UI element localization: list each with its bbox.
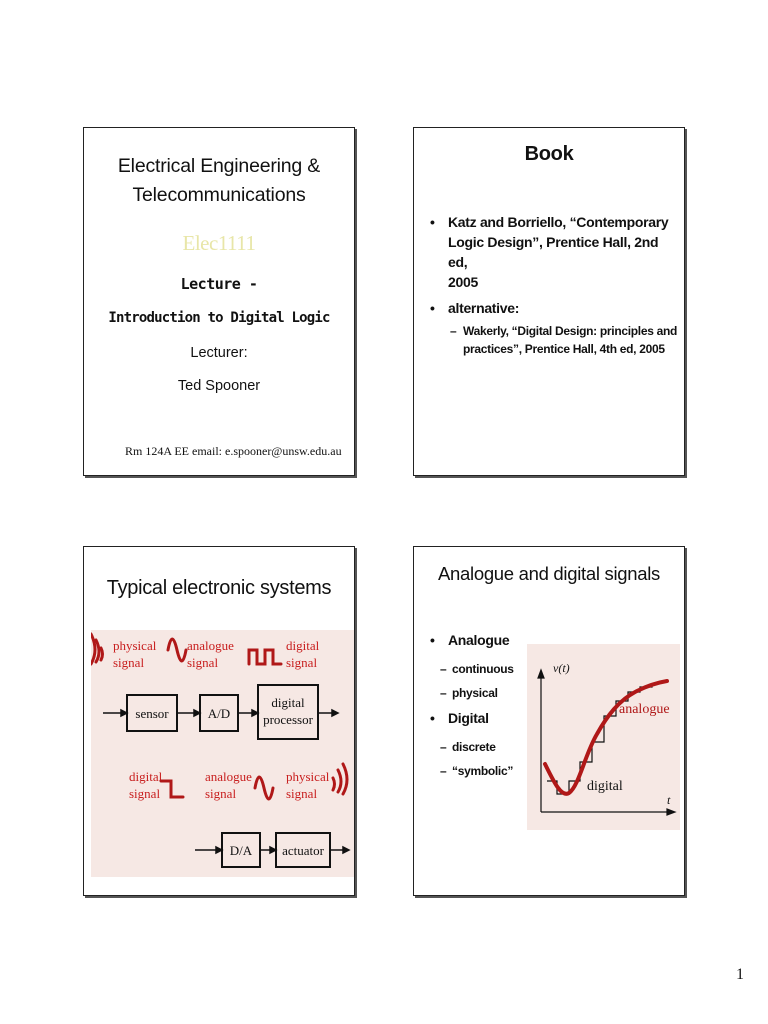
system-block-diagram <box>91 630 354 877</box>
y-axis-label: v(t) <box>553 661 570 675</box>
course-code: Elec1111 <box>182 231 256 255</box>
book-line: • Katz and Borriello, “Contemporary <box>448 214 669 230</box>
slide-book <box>413 127 685 476</box>
title-line-1: Electrical Engineering & <box>117 155 321 177</box>
bottom-digital-label-1: digital <box>129 769 163 784</box>
top-analogue-label-2: signal <box>187 655 219 670</box>
contact-info: Rm 124A EE email: e.spooner@unsw.edu.au <box>125 444 342 458</box>
bottom-analogue-label-1: analogue <box>205 769 252 784</box>
title-line-2: Telecommunications <box>132 184 306 206</box>
actuator-label: actuator <box>282 843 324 858</box>
physical-wave-icon <box>333 778 335 790</box>
book-line: Logic Design”, Prentice Hall, 2nd ed, <box>448 234 659 270</box>
slide-typical-systems <box>83 546 355 896</box>
physical-wave-icon <box>101 648 103 660</box>
slide-title <box>83 127 355 476</box>
analogue-bullet: • Analogue <box>428 630 538 650</box>
sensor-label: sensor <box>135 706 169 721</box>
ad-label: A/D <box>207 706 231 721</box>
bottom-analogue-label-2: signal <box>205 786 237 801</box>
slide4-title: Analogue and digital signals <box>438 563 660 584</box>
bottom-physical-label-2: signal <box>286 786 318 801</box>
signal-type-list <box>428 630 538 786</box>
lecture-label: Lecture - <box>180 275 258 293</box>
lecturer-name: Ted Spooner <box>177 378 261 394</box>
da-label: D/A <box>229 843 253 858</box>
slide-analogue-digital <box>413 546 685 896</box>
book-sub-item <box>428 322 678 358</box>
lecture-subject: Introduction to Digital Logic <box>108 310 330 326</box>
analogue-digital-figure <box>527 644 680 830</box>
book-line: 2005 <box>448 274 478 290</box>
analogue-sub-item: – physical <box>428 684 538 702</box>
x-axis-label: t <box>667 793 671 807</box>
digital-sub-item: – discrete <box>428 738 538 756</box>
digital-label: digital <box>587 779 623 794</box>
bottom-digital-label-2: signal <box>129 786 161 801</box>
page-number: 1 <box>736 966 744 983</box>
lecturer-label: Lecturer: <box>190 345 248 361</box>
book-sub-line: practices”, Prentice Hall, 4th ed, 2005 <box>463 342 665 356</box>
analogue-label: analogue <box>619 702 670 717</box>
slide1-title <box>84 152 354 210</box>
digital-sub-item: – “symbolic” <box>428 762 538 780</box>
top-physical-label-1: physical <box>113 638 157 653</box>
book-bullet-main <box>428 212 678 292</box>
top-analogue-label-1: analogue <box>187 638 234 653</box>
processor-label-1: digital <box>271 695 305 710</box>
top-digital-label-2: signal <box>286 655 318 670</box>
slide3-title: Typical electronic systems <box>106 577 332 599</box>
book-list <box>428 212 678 358</box>
digital-bullet: • Digital <box>428 708 538 728</box>
processor-label-2: processor <box>263 712 313 727</box>
bottom-physical-label-1: physical <box>286 769 330 784</box>
analogue-sub-item: – continuous <box>428 660 538 678</box>
book-sub-line: – Wakerly, “Digital Design: principles and <box>463 324 678 338</box>
book-bullet-alternative: • alternative: <box>428 298 678 318</box>
top-digital-label-1: digital <box>286 638 320 653</box>
slide2-title: Book <box>524 143 574 165</box>
top-physical-label-2: signal <box>113 655 145 670</box>
